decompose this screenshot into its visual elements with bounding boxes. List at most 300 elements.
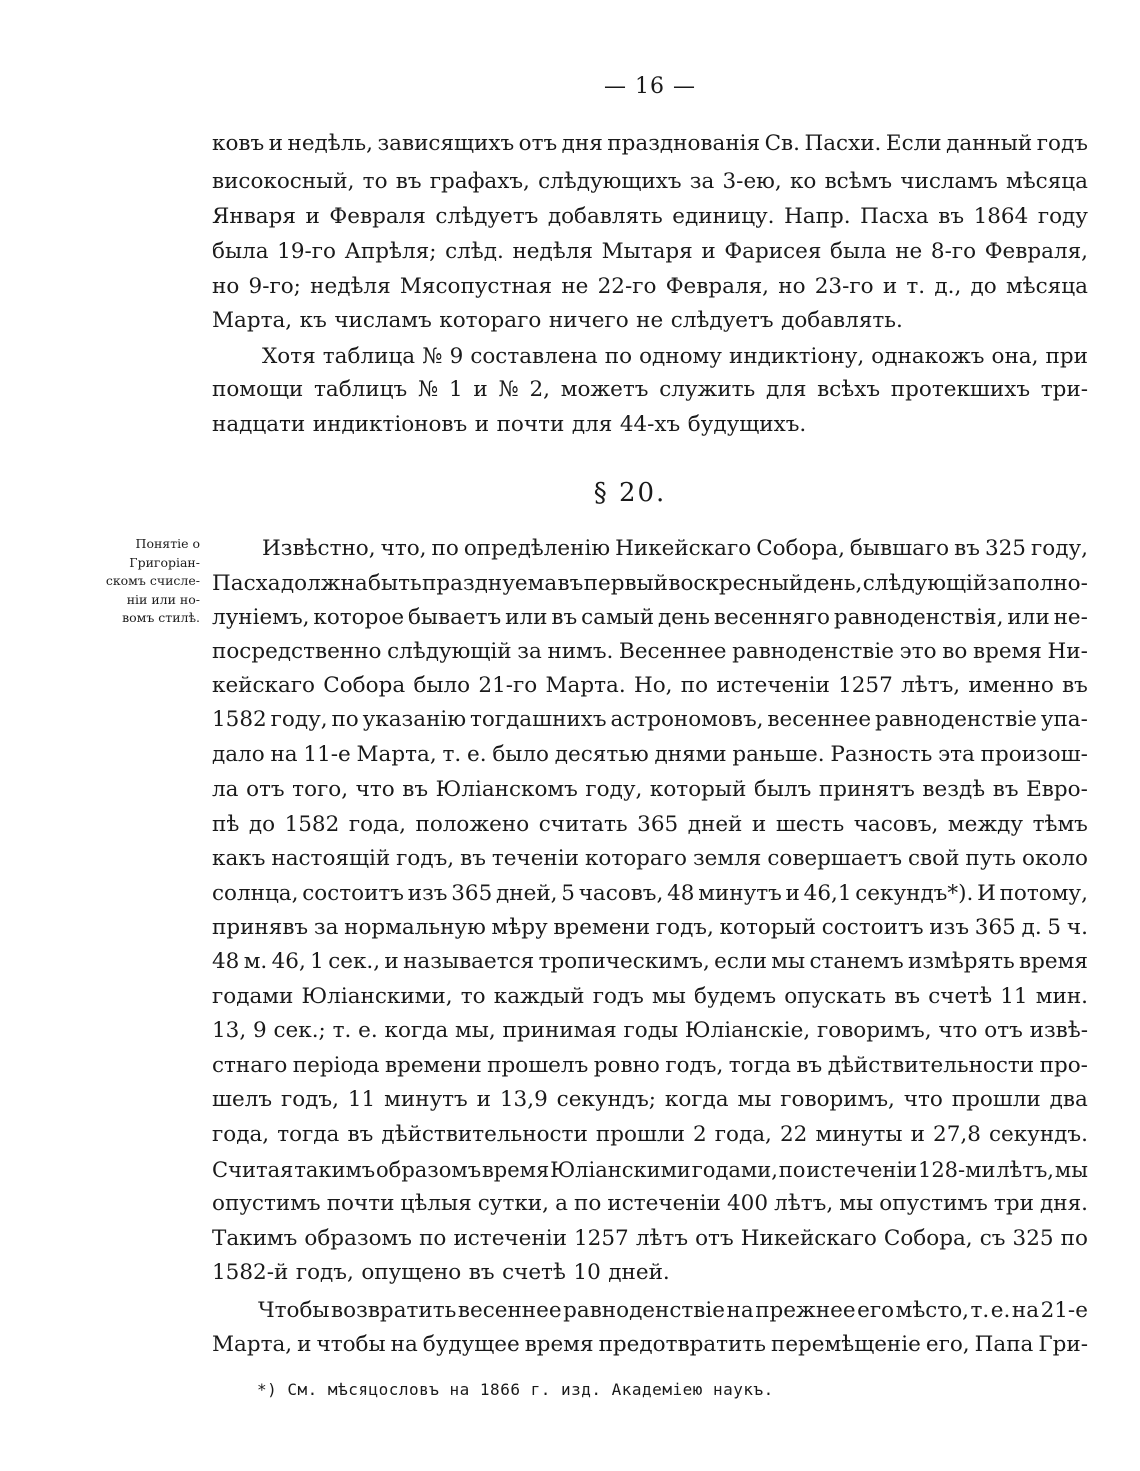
word: № bbox=[417, 377, 439, 402]
text-line bbox=[212, 1187, 1088, 1221]
word: а bbox=[555, 1191, 568, 1216]
word: мы bbox=[737, 1087, 772, 1112]
text-line bbox=[212, 408, 1088, 442]
text-line bbox=[212, 945, 1088, 979]
word: но bbox=[212, 274, 240, 299]
word: не bbox=[895, 239, 923, 264]
text-line bbox=[212, 304, 1088, 338]
word: мѣсяца bbox=[1005, 274, 1088, 299]
word: 1257 bbox=[574, 1226, 629, 1251]
word: добавлять bbox=[547, 204, 663, 229]
word: раньше. bbox=[732, 742, 825, 767]
word: дало bbox=[212, 742, 265, 767]
word: по bbox=[331, 707, 359, 732]
word: годъ, bbox=[280, 1087, 339, 1112]
word: будущее bbox=[422, 1332, 520, 1357]
word: будущихъ. bbox=[687, 412, 807, 437]
word: такимъ bbox=[294, 1158, 376, 1182]
word: минутъ bbox=[384, 1087, 468, 1112]
word: часовъ, bbox=[578, 881, 664, 906]
word: и bbox=[785, 881, 800, 906]
word: сутки, bbox=[477, 1191, 549, 1216]
word: истеченіи bbox=[607, 1191, 721, 1216]
word: въ bbox=[954, 536, 980, 561]
word: отъ bbox=[246, 777, 285, 802]
word: ничего bbox=[548, 308, 629, 333]
text-line bbox=[258, 1294, 1088, 1328]
word: 1 bbox=[310, 949, 324, 974]
word: въ bbox=[347, 1122, 374, 1147]
word: для bbox=[571, 412, 613, 437]
word: слѣд. bbox=[445, 239, 504, 264]
word: году, bbox=[1031, 536, 1088, 561]
word: е. bbox=[990, 1298, 1011, 1323]
word: если bbox=[714, 949, 767, 974]
word: говоримъ, bbox=[780, 1087, 895, 1112]
word: на bbox=[390, 1332, 418, 1357]
word: будемъ bbox=[694, 984, 777, 1009]
word: два bbox=[1049, 1087, 1088, 1112]
word: 22-го bbox=[597, 274, 657, 299]
word: Собора, bbox=[756, 536, 845, 561]
word: сек., bbox=[328, 949, 381, 974]
word: по bbox=[431, 536, 459, 561]
word: Февраля, bbox=[984, 239, 1088, 264]
word: періода bbox=[292, 1053, 380, 1078]
word: Чтобы bbox=[258, 1298, 330, 1323]
word: Евро- bbox=[1026, 777, 1088, 802]
word: сек.; bbox=[273, 1018, 326, 1043]
word: слѣдующій bbox=[387, 639, 512, 664]
word: Юліанскими bbox=[550, 1158, 691, 1182]
word: года, bbox=[212, 1122, 270, 1147]
word: Марта, bbox=[356, 742, 437, 767]
word: Собора bbox=[323, 673, 406, 698]
word: 365 bbox=[451, 881, 493, 906]
word: что bbox=[903, 1087, 943, 1112]
word: должна bbox=[280, 571, 368, 596]
word: въ bbox=[395, 169, 422, 194]
word: т. bbox=[442, 742, 462, 767]
word: извѣ- bbox=[1029, 1018, 1088, 1043]
word: весенняго bbox=[713, 605, 830, 630]
word: Юліанскомъ bbox=[435, 777, 578, 802]
word: во bbox=[942, 639, 968, 664]
word: до bbox=[970, 274, 997, 299]
word: 8-го bbox=[930, 239, 977, 264]
word: 1 bbox=[448, 377, 463, 402]
word: путь bbox=[965, 846, 1017, 871]
word: индиктіону, bbox=[729, 344, 865, 369]
word: года, bbox=[348, 812, 406, 837]
word: таблица bbox=[322, 344, 416, 369]
word: когда bbox=[384, 1018, 449, 1043]
text-line bbox=[212, 1222, 1088, 1256]
word: 10 bbox=[573, 1260, 601, 1285]
text-line bbox=[212, 703, 1088, 737]
text-line bbox=[212, 669, 1088, 703]
word: служить bbox=[659, 377, 756, 402]
word: 46, bbox=[271, 949, 306, 974]
text-line bbox=[212, 877, 1088, 911]
word: дней, bbox=[496, 881, 558, 906]
word: мы, bbox=[455, 1018, 496, 1043]
word: но bbox=[778, 274, 806, 299]
word: равноденствія, bbox=[833, 605, 1004, 630]
text-line bbox=[212, 601, 1088, 635]
word: станемъ bbox=[809, 949, 904, 974]
word: 2, bbox=[529, 377, 550, 402]
word: счетѣ bbox=[928, 984, 993, 1009]
word: за bbox=[689, 169, 715, 194]
word: Никейскаго bbox=[615, 536, 752, 561]
word: мы bbox=[839, 1191, 874, 1216]
text-line bbox=[262, 532, 1088, 566]
word: 1582 bbox=[212, 707, 267, 732]
word: посредственно bbox=[212, 639, 382, 664]
word: и bbox=[473, 377, 488, 402]
word: дня. bbox=[1040, 1191, 1088, 1216]
word: она, bbox=[991, 344, 1039, 369]
word: ла bbox=[212, 777, 239, 802]
word: то bbox=[362, 169, 388, 194]
word: слѣдуетъ bbox=[670, 308, 774, 333]
word: Хотя bbox=[262, 344, 316, 369]
word: не bbox=[636, 308, 664, 333]
word: Собора, bbox=[883, 1226, 973, 1251]
word: между bbox=[947, 812, 1024, 837]
word: на bbox=[270, 742, 298, 767]
word: году bbox=[1037, 204, 1088, 229]
text-line bbox=[212, 1014, 1088, 1048]
word: что bbox=[938, 1018, 978, 1043]
word: равноденствіе bbox=[732, 639, 894, 664]
word: тропическимъ, bbox=[538, 949, 710, 974]
word: годами, bbox=[691, 1158, 778, 1182]
word: потому, bbox=[999, 881, 1088, 906]
word: дней. bbox=[608, 1260, 670, 1285]
word: Разность bbox=[830, 742, 933, 767]
word: 1257 bbox=[838, 673, 893, 698]
word: Пасха bbox=[860, 204, 929, 229]
word: ч. bbox=[1066, 915, 1088, 940]
word: состоитъ bbox=[302, 881, 404, 906]
page-number: — 16 — bbox=[604, 74, 696, 99]
word: и bbox=[268, 131, 283, 156]
word: мы bbox=[652, 984, 686, 1009]
word: всѣмъ bbox=[824, 169, 893, 194]
word: графахъ, bbox=[429, 169, 530, 194]
word: который bbox=[719, 915, 817, 940]
word: луніемъ, bbox=[212, 605, 310, 630]
word: опущено bbox=[361, 1260, 462, 1285]
word: 3-ею, bbox=[722, 169, 782, 194]
word: перемѣщеніе bbox=[770, 1332, 921, 1357]
word: Февраля, bbox=[665, 274, 769, 299]
text-line bbox=[212, 567, 1088, 601]
word: Пасха bbox=[212, 571, 281, 596]
word: т. bbox=[332, 1018, 352, 1043]
word: весеннее bbox=[457, 1298, 562, 1323]
word: 21-го bbox=[478, 673, 538, 698]
word: не- bbox=[1053, 605, 1088, 630]
word: лѣтъ, bbox=[774, 1191, 834, 1216]
word: равноденствіе bbox=[563, 1298, 725, 1323]
word: по bbox=[604, 344, 633, 369]
word: Если bbox=[885, 131, 942, 156]
word: м. bbox=[243, 949, 268, 974]
word: 1582-й bbox=[212, 1260, 289, 1285]
word: тогдашнихъ bbox=[469, 707, 607, 732]
word: д. bbox=[1021, 915, 1042, 940]
word: теченіи bbox=[491, 846, 579, 871]
text-line bbox=[212, 373, 1088, 407]
text-line bbox=[212, 200, 1088, 234]
word: и bbox=[384, 949, 399, 974]
word: празднуема bbox=[422, 571, 558, 596]
word: про- bbox=[1039, 1053, 1088, 1078]
word: эта bbox=[938, 742, 975, 767]
word: помощи bbox=[212, 377, 304, 402]
word: 11-е bbox=[303, 742, 351, 767]
word: при bbox=[1045, 344, 1088, 369]
word: единицу. bbox=[672, 204, 775, 229]
word: въ bbox=[551, 605, 578, 630]
word: почти bbox=[496, 412, 565, 437]
word: году, bbox=[585, 777, 643, 802]
word: вездѣ bbox=[922, 777, 986, 802]
word: дѣйствительности bbox=[827, 1053, 1035, 1078]
word: его bbox=[857, 1298, 895, 1323]
word: состоитъ bbox=[821, 915, 924, 940]
word: опустимъ bbox=[879, 1191, 988, 1216]
word: которое bbox=[313, 605, 405, 630]
word: что bbox=[355, 777, 395, 802]
word: е. bbox=[358, 1018, 378, 1043]
word: дѣйствительности bbox=[381, 1122, 588, 1147]
word: по bbox=[778, 1158, 806, 1182]
word: въ bbox=[894, 984, 921, 1009]
word: въ bbox=[1062, 673, 1088, 698]
word: Марта. bbox=[545, 673, 626, 698]
word: или bbox=[1007, 605, 1050, 630]
word: предотвратить bbox=[598, 1332, 766, 1357]
text-line bbox=[262, 340, 1088, 374]
word: годъ, bbox=[295, 1260, 354, 1285]
word: прошли bbox=[595, 1122, 685, 1147]
margin-note-line: ніи или но- bbox=[126, 591, 200, 607]
word: на bbox=[1011, 1298, 1040, 1323]
word: что, bbox=[380, 536, 427, 561]
word: земля bbox=[692, 846, 762, 871]
word: говоримъ, bbox=[816, 1018, 932, 1043]
word: часовъ, bbox=[853, 812, 939, 837]
word: ровно bbox=[593, 1053, 660, 1078]
word: 48 bbox=[667, 881, 695, 906]
word: лѣтъ, bbox=[901, 673, 961, 698]
word: въ bbox=[992, 777, 1019, 802]
text-line bbox=[212, 127, 1088, 161]
word: десятью bbox=[554, 742, 649, 767]
word: Мясопустная bbox=[399, 274, 553, 299]
word: числамъ bbox=[900, 169, 998, 194]
word: можетъ bbox=[560, 377, 649, 402]
word: 23-го bbox=[814, 274, 874, 299]
word: 9-го; bbox=[248, 274, 301, 299]
word: 48 bbox=[212, 949, 240, 974]
text-line bbox=[212, 980, 1088, 1014]
word: былъ bbox=[753, 777, 812, 802]
word: слѣдуетъ bbox=[435, 204, 539, 229]
text-line bbox=[212, 1049, 1088, 1083]
word: Такимъ bbox=[212, 1226, 298, 1251]
word: Весеннее bbox=[619, 639, 727, 664]
word: три- bbox=[1040, 377, 1088, 402]
word: до bbox=[248, 812, 276, 837]
word: Марта, bbox=[212, 308, 293, 333]
word: Напр. bbox=[784, 204, 851, 229]
word: время bbox=[972, 639, 1042, 664]
word: истеченіи bbox=[806, 1158, 918, 1182]
footnote: *) См. мѣсяцословъ на 1866 г. изд. Академіею наукъ. bbox=[257, 1380, 774, 1399]
word: нимъ. bbox=[547, 639, 614, 664]
word: одному bbox=[639, 344, 722, 369]
word: дней bbox=[687, 812, 743, 837]
word: въ bbox=[460, 846, 486, 871]
word: 1582 bbox=[284, 812, 340, 837]
word: № bbox=[422, 344, 443, 369]
word: опустимъ bbox=[212, 1191, 321, 1216]
word: это bbox=[899, 639, 937, 664]
word: какъ bbox=[212, 846, 266, 871]
word: весеннее bbox=[767, 707, 872, 732]
word: 44-хъ bbox=[619, 412, 681, 437]
word: когда bbox=[664, 1087, 729, 1112]
word: три bbox=[993, 1191, 1034, 1216]
word: годъ, bbox=[665, 1053, 724, 1078]
word: стнаго bbox=[212, 1053, 288, 1078]
word: было bbox=[413, 673, 471, 698]
word: 325 bbox=[984, 536, 1026, 561]
word: по bbox=[1060, 1226, 1088, 1251]
word: и bbox=[701, 239, 716, 264]
word: астрономовъ, bbox=[610, 707, 764, 732]
word: Пасхи. bbox=[804, 131, 882, 156]
word: тѣмъ bbox=[1032, 812, 1088, 837]
word: солнца, bbox=[212, 881, 299, 906]
word: считать bbox=[538, 812, 628, 837]
word: первый bbox=[583, 571, 669, 596]
word: образомъ bbox=[376, 1158, 482, 1182]
word: не bbox=[561, 274, 589, 299]
word: секундъ; bbox=[556, 1087, 656, 1112]
word: недѣля bbox=[512, 239, 593, 264]
word: надцати bbox=[212, 412, 306, 437]
word: изъ bbox=[929, 915, 970, 940]
text-line bbox=[212, 635, 1088, 669]
word: и bbox=[882, 274, 898, 299]
text-line bbox=[212, 1083, 1088, 1117]
word: однакожъ bbox=[871, 344, 985, 369]
word: индиктіоновъ bbox=[312, 412, 468, 437]
word: зависящихъ bbox=[377, 131, 515, 156]
word: Св. bbox=[764, 131, 800, 156]
word: котораго bbox=[439, 308, 542, 333]
word: дня bbox=[561, 131, 603, 156]
word: почти bbox=[326, 1191, 395, 1216]
word: день, bbox=[803, 571, 863, 596]
text-line bbox=[212, 808, 1088, 842]
word: принявъ bbox=[212, 915, 309, 940]
word: и bbox=[474, 412, 490, 437]
word: по bbox=[574, 1191, 602, 1216]
word: слѣдующихъ bbox=[538, 169, 682, 194]
word: Папа bbox=[974, 1332, 1034, 1357]
word: мѣру bbox=[491, 915, 548, 940]
word: принятъ bbox=[818, 777, 915, 802]
word: свой bbox=[908, 846, 960, 871]
word: годъ bbox=[592, 984, 644, 1009]
word: годъ bbox=[1036, 131, 1088, 156]
word: отъ bbox=[518, 131, 558, 156]
section-heading: § 20. bbox=[593, 478, 667, 508]
word: въ bbox=[402, 777, 429, 802]
word: каждый bbox=[493, 984, 585, 1009]
word: 365 bbox=[637, 812, 679, 837]
word: данный bbox=[946, 131, 1033, 156]
word: день bbox=[658, 605, 711, 630]
word: образомъ bbox=[304, 1226, 412, 1251]
word: високосный, bbox=[212, 169, 355, 194]
word: д., bbox=[934, 274, 962, 299]
word: измѣрять bbox=[908, 949, 1015, 974]
word: 19-го bbox=[277, 239, 337, 264]
word: ко bbox=[789, 169, 817, 194]
word: по bbox=[419, 1226, 447, 1251]
text-line bbox=[212, 738, 1088, 772]
word: 13, bbox=[212, 1018, 247, 1043]
word: Марта, bbox=[212, 1332, 293, 1357]
word: 5 bbox=[1047, 915, 1062, 940]
word: кейскаго bbox=[212, 673, 315, 698]
word: годъ, bbox=[396, 846, 455, 871]
word: въ bbox=[468, 1260, 495, 1285]
text-line bbox=[212, 270, 1088, 304]
word: именно bbox=[968, 673, 1054, 698]
word: произош- bbox=[980, 742, 1088, 767]
word: самый bbox=[581, 605, 655, 630]
word: къ bbox=[299, 308, 327, 333]
word: секундъ*). bbox=[855, 881, 974, 906]
word: годами bbox=[212, 984, 294, 1009]
word: и bbox=[476, 1087, 491, 1112]
text-line bbox=[212, 1153, 1088, 1187]
word: № bbox=[498, 377, 519, 402]
word: 13,9 bbox=[499, 1087, 548, 1112]
word: котораго bbox=[584, 846, 687, 871]
word: то bbox=[460, 984, 486, 1009]
text-line bbox=[212, 773, 1088, 807]
word: за bbox=[517, 639, 542, 664]
word: принимая bbox=[502, 1018, 617, 1043]
word: и bbox=[305, 204, 320, 229]
word: была bbox=[212, 239, 269, 264]
word: мы bbox=[771, 949, 806, 974]
word: числамъ bbox=[334, 308, 432, 333]
word: упа- bbox=[1040, 707, 1088, 732]
word: съ bbox=[979, 1226, 1006, 1251]
word: прошли bbox=[951, 1087, 1041, 1112]
